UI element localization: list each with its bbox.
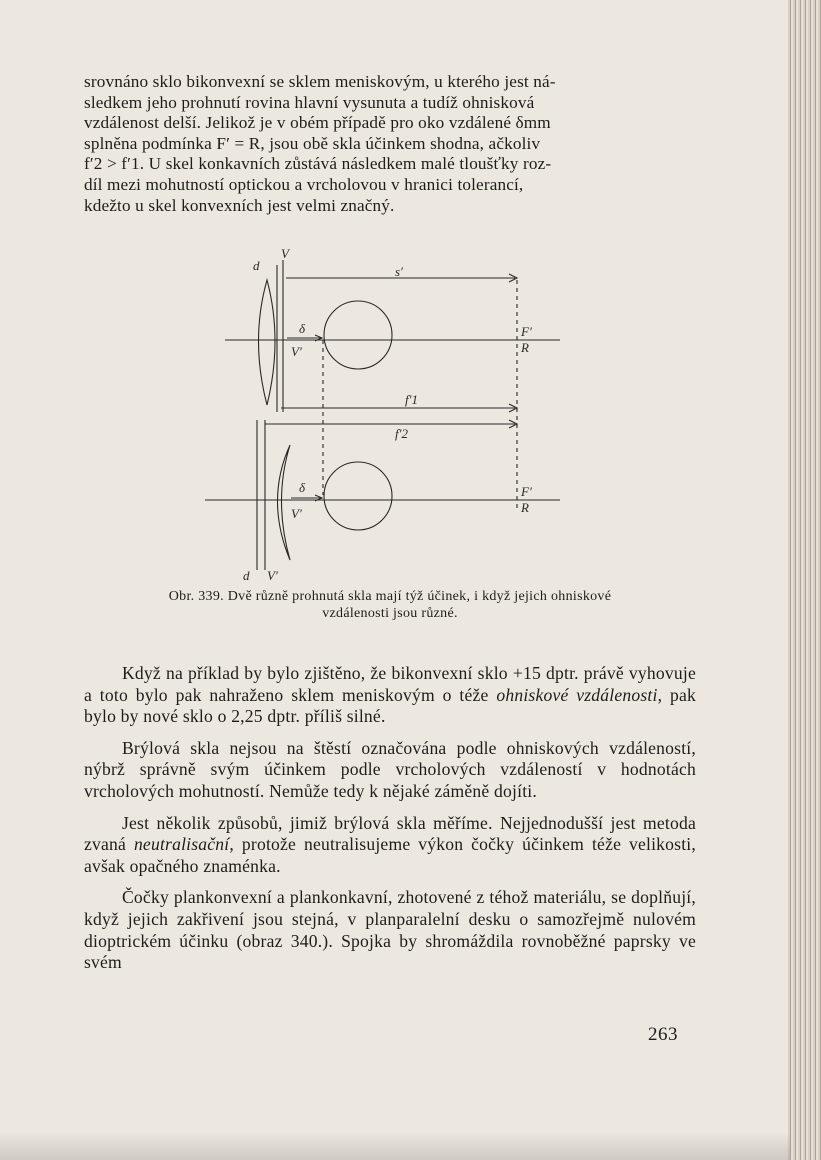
label-v-top: V [281,246,289,261]
biconvex-lens [259,280,276,405]
label-s-prime: s′ [395,264,403,279]
label-d-bottom: d [243,568,250,583]
eye-bottom [324,462,392,530]
label-f-prime-bottom: F′ [521,484,532,499]
label-v-prime-bottom: V′ [291,506,302,521]
paragraph-4: Čočky plankonvexní a plankonkavní, zhotovené z téhož materiálu, se doplňují, když jejich zakřivení jsou stejná, v planparalelní desku o samozřejmě nulovém dioptrickém účinku (obraz 340.). Spojka by shromáždila rovnoběžné paprsky ve svém [84,887,696,973]
label-f-prime-top: F′ [521,324,532,339]
caption-line-2: vzdálenosti jsou různé. [322,606,458,621]
top-line-2: sledkem jeho prohnutí rovina hlavní vysunuta a tudíž ohnisková [84,92,535,112]
label-f2-prime: f′2 [395,426,408,441]
paragraph-1: Když na příklad by bylo zjištěno, že bikonvexní sklo +15 dptr. právě vyhovuje a toto bylo pak nahraženo sklem meniskovým o téže ohniskové vzdálenosti, pak bylo by nové sklo o 2,25 dptr. příliš silné. [84,663,696,727]
label-delta-top: δ [299,321,306,336]
paragraph-2: Brýlová skla nejsou na štěstí označována podle ohniskových vzdáleností, nýbrž správně svým účinkem podle vrcholových vzdáleností v hodnotách vrcholových mohutností. Nemůže tedy k nějaké záměně dojíti. [84,737,696,801]
top-line-7: kdežto u skel konvexních jest velmi značný. [84,195,395,215]
paragraph-3: Jest několik způsobů, jimiž brýlová skla měříme. Nejjednodušší jest metoda zvaná neutralisační, protože neutralisujeme výkon čočky účinkem téže velikosti, avšak opačného znaménka. [84,812,696,876]
emphasis-focal-distance: ohniskové vzdálenosti [496,684,658,705]
emphasis-neutralisation: neutralisační [133,834,230,855]
top-paragraph [84,72,696,216]
caption-line-1: Obr. 339. Dvě různě prohnutá skla mají týž účinek, i když jejich ohniskové [168,589,612,604]
figure-caption [84,588,696,622]
top-line-6: díl mezi mohutností optickou a vrcholovou v hranici tolerancí, [84,174,524,194]
top-line-1: srovnáno sklo bikonvexní se sklem meniskovým, u kterého jest ná- [84,72,556,91]
top-line-5: f′2 > f′1. U skel konkavních zůstává následkem malé tloušťky roz- [84,154,552,174]
label-v-bottom: V′ [267,568,278,583]
body-text [84,663,696,984]
label-d-top: d [253,258,260,273]
meniscus-lens [278,445,291,560]
label-delta-bottom: δ [299,480,306,495]
label-v-prime-top: V′ [291,344,302,359]
page-shadow [0,1132,790,1160]
page-number: 263 [648,1024,678,1045]
top-line-3: vzdálenost delší. Jelikož je v obém případě pro oko vzdálené δmm [84,113,551,133]
lens-diagram [195,240,575,585]
page-edge [788,0,821,1160]
label-r-bottom: R [521,500,529,515]
label-r-top: R [521,340,529,355]
eye-top [324,301,392,369]
label-f1-prime: f′1 [405,392,418,407]
top-line-4: splněna podmínka F′ = R, jsou obě skla účinkem shodna, ačkoliv [84,133,541,153]
